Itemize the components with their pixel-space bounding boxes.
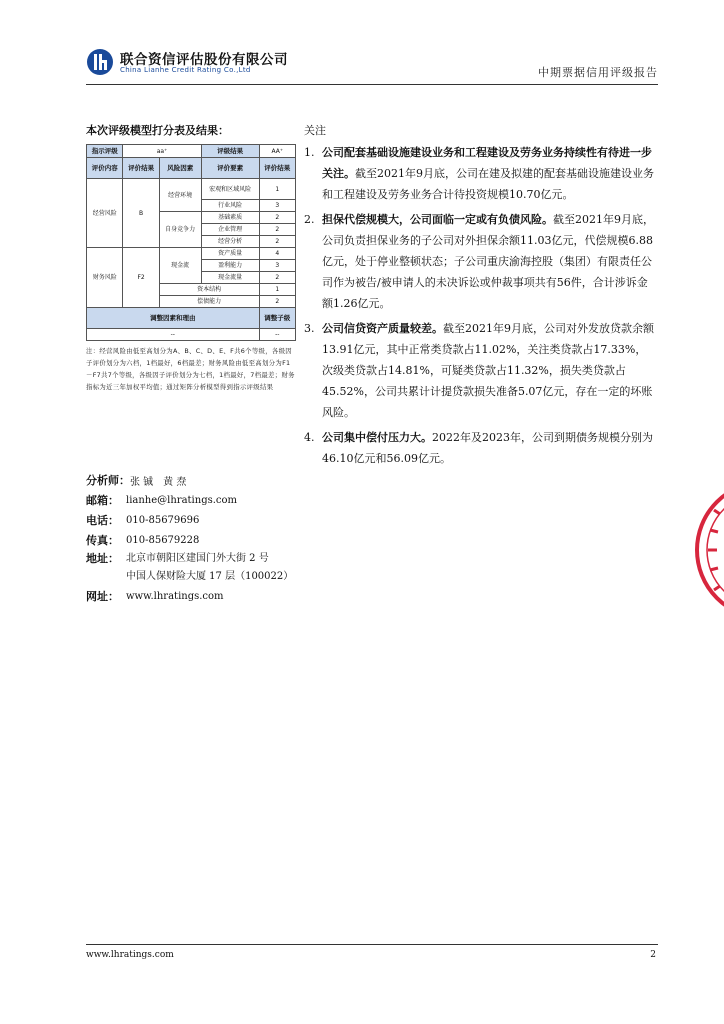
element-cell: 经营分析 <box>201 236 259 248</box>
score-cell: 2 <box>259 224 295 236</box>
phone-value: 010-85679696 <box>126 514 200 526</box>
rating-model-section <box>86 122 296 393</box>
fin-risk-content: 财务风险 <box>87 248 123 308</box>
email-row <box>86 490 296 510</box>
address-row <box>86 550 296 586</box>
element-cell: 偿债能力 <box>159 296 259 308</box>
item-heading: 公司集中偿付压力大。 <box>322 431 432 444</box>
indicator-rating-label: 指示评级 <box>87 145 123 158</box>
score-cell: 2 <box>259 236 295 248</box>
element-cell: 资本结构 <box>159 284 259 296</box>
email-label: 邮箱： <box>86 494 119 507</box>
email-link[interactable]: lianhe@lhratings.com <box>126 494 238 506</box>
element-cell: 现金流量 <box>201 272 259 284</box>
score-cell: 2 <box>259 296 295 308</box>
adjust-factors-header: 调整因素和理由 <box>87 308 260 329</box>
element-cell: 宏观和区域风险 <box>201 179 259 200</box>
element-cell: 盈利能力 <box>201 260 259 272</box>
element-cell: 企业管理 <box>201 224 259 236</box>
contact-info <box>86 470 296 606</box>
adjust-value-cell: -- <box>259 329 295 341</box>
table-header-cell: 评价内容 <box>87 158 123 179</box>
item-number: 4. <box>304 431 315 444</box>
table-header-cell: 评价结果 <box>259 158 295 179</box>
item-heading: 公司配套基础设施建设业务和工程建设及劳务业务持续性有待进一步关注。 <box>322 146 652 180</box>
page-header <box>86 46 658 82</box>
address-label: 地址： <box>86 552 119 565</box>
section-title: 本次评级模型打分表及结果： <box>86 124 229 137</box>
item-number: 1. <box>304 146 315 159</box>
risk-factor-cell: 自身竞争力 <box>159 212 201 248</box>
item-body: 截至2021年9月底，公司对外发放贷款余额13.91亿元，其中正常类贷款占11.02%，关注类贷款占17.33%，次级类贷款占14.81%，可疑类贷款占11.32%，损失类贷款占45.52%，公司共累计计提贷款损失准备5.07亿元，存在一定的坏账风险。 <box>322 322 654 419</box>
analyst-row <box>86 470 296 490</box>
web-link[interactable]: www.lhratings.com <box>126 590 224 602</box>
item-body: 截至2021年9月底，公司在建及拟建的配套基础设施建设业务和工程建设及劳务业务合计待投资规模10.70亿元。 <box>322 167 654 201</box>
address-line-1: 北京市朝阳区建国门外大街 2 号 <box>126 553 269 564</box>
adjust-level-header: 调整子级 <box>259 308 295 329</box>
web-label: 网址： <box>86 590 119 603</box>
focus-item <box>304 427 656 469</box>
page-number: 2 <box>650 950 656 960</box>
score-cell: 1 <box>259 284 295 296</box>
item-number: 2. <box>304 213 315 226</box>
analyst-label: 分析师： <box>86 474 130 487</box>
rating-result-value: AA⁺ <box>259 145 295 158</box>
rating-result-label: 评级结果 <box>201 145 259 158</box>
fax-label: 传真： <box>86 534 119 547</box>
analyst-names: 张 铖 黄 焘 <box>130 476 187 488</box>
score-cell: 2 <box>259 272 295 284</box>
score-cell: 1 <box>259 179 295 200</box>
fax-value: 010-85679228 <box>126 534 200 546</box>
company-logo-icon <box>86 48 114 76</box>
footer-divider <box>86 944 658 945</box>
item-heading: 担保代偿规模大，公司面临一定或有负债风险。 <box>322 213 553 226</box>
web-row <box>86 586 296 606</box>
element-cell: 基础素质 <box>201 212 259 224</box>
company-seal-icon <box>690 450 724 650</box>
header-divider <box>86 84 658 85</box>
op-risk-content: 经营风险 <box>87 179 123 248</box>
op-risk-result: B <box>123 179 159 248</box>
element-cell: 行业风险 <box>201 200 259 212</box>
score-cell: 4 <box>259 248 295 260</box>
table-note: 注：经营风险由低至高划分为A、B、C、D、E、F共6个等级，各级因子评价划分为六档，1档最好，6档最差；财务风险由低至高划分为F1－F7共7个等级，各级因子评价划分为七档，1档最好，7档最差；财务指标为近三年加权平均值；通过矩阵分析模型得到指示评级结果 <box>86 347 295 391</box>
score-cell: 2 <box>259 212 295 224</box>
score-cell: 3 <box>259 200 295 212</box>
score-cell: 3 <box>259 260 295 272</box>
report-title: 中期票据信用评级报告 <box>538 66 658 79</box>
fin-risk-result: F2 <box>123 248 159 308</box>
address-value <box>126 550 293 586</box>
item-number: 3. <box>304 322 315 335</box>
focus-title: 关注 <box>304 124 326 137</box>
company-name-cn: 联合资信评估股份有限公司 <box>120 52 288 68</box>
table-header-cell: 风险因素 <box>159 158 201 179</box>
address-line-2: 中国人保财险大厦 17 层（100022） <box>126 571 294 582</box>
focus-item <box>304 142 656 205</box>
focus-item <box>304 209 656 314</box>
focus-item <box>304 318 656 423</box>
indicator-rating-value: aa⁺ <box>123 145 201 158</box>
element-cell: 资产质量 <box>201 248 259 260</box>
risk-factor-cell: 现金流 <box>159 248 201 284</box>
company-name-en: China Lianhe Credit Rating Co.,Ltd <box>120 66 251 74</box>
phone-row <box>86 510 296 530</box>
table-header-cell: 评价要素 <box>201 158 259 179</box>
focus-section <box>304 122 656 473</box>
footer-website[interactable]: www.lhratings.com <box>86 950 174 960</box>
item-body: 截至2021年9月底，公司负责担保业务的子公司对外担保余额11.03亿元，代偿规模6.88亿元，处于停业整顿状态；子公司重庆渝海控股（集团）有限责任公司作为被告/被申请人的未决诉讼或仲裁事项共有56件，合计涉诉金额1.26亿元。 <box>322 213 654 310</box>
item-body: 2022年及2023年，公司到期债务规模分别为46.10亿元和56.09亿元。 <box>322 431 653 465</box>
item-heading: 公司信贷资产质量较差。 <box>322 322 443 335</box>
phone-label: 电话： <box>86 514 119 527</box>
fax-row <box>86 530 296 550</box>
adjust-reason-cell: -- <box>87 329 260 341</box>
table-header-cell: 评价结果 <box>123 158 159 179</box>
score-table <box>86 144 296 341</box>
risk-factor-cell: 经营环境 <box>159 179 201 212</box>
